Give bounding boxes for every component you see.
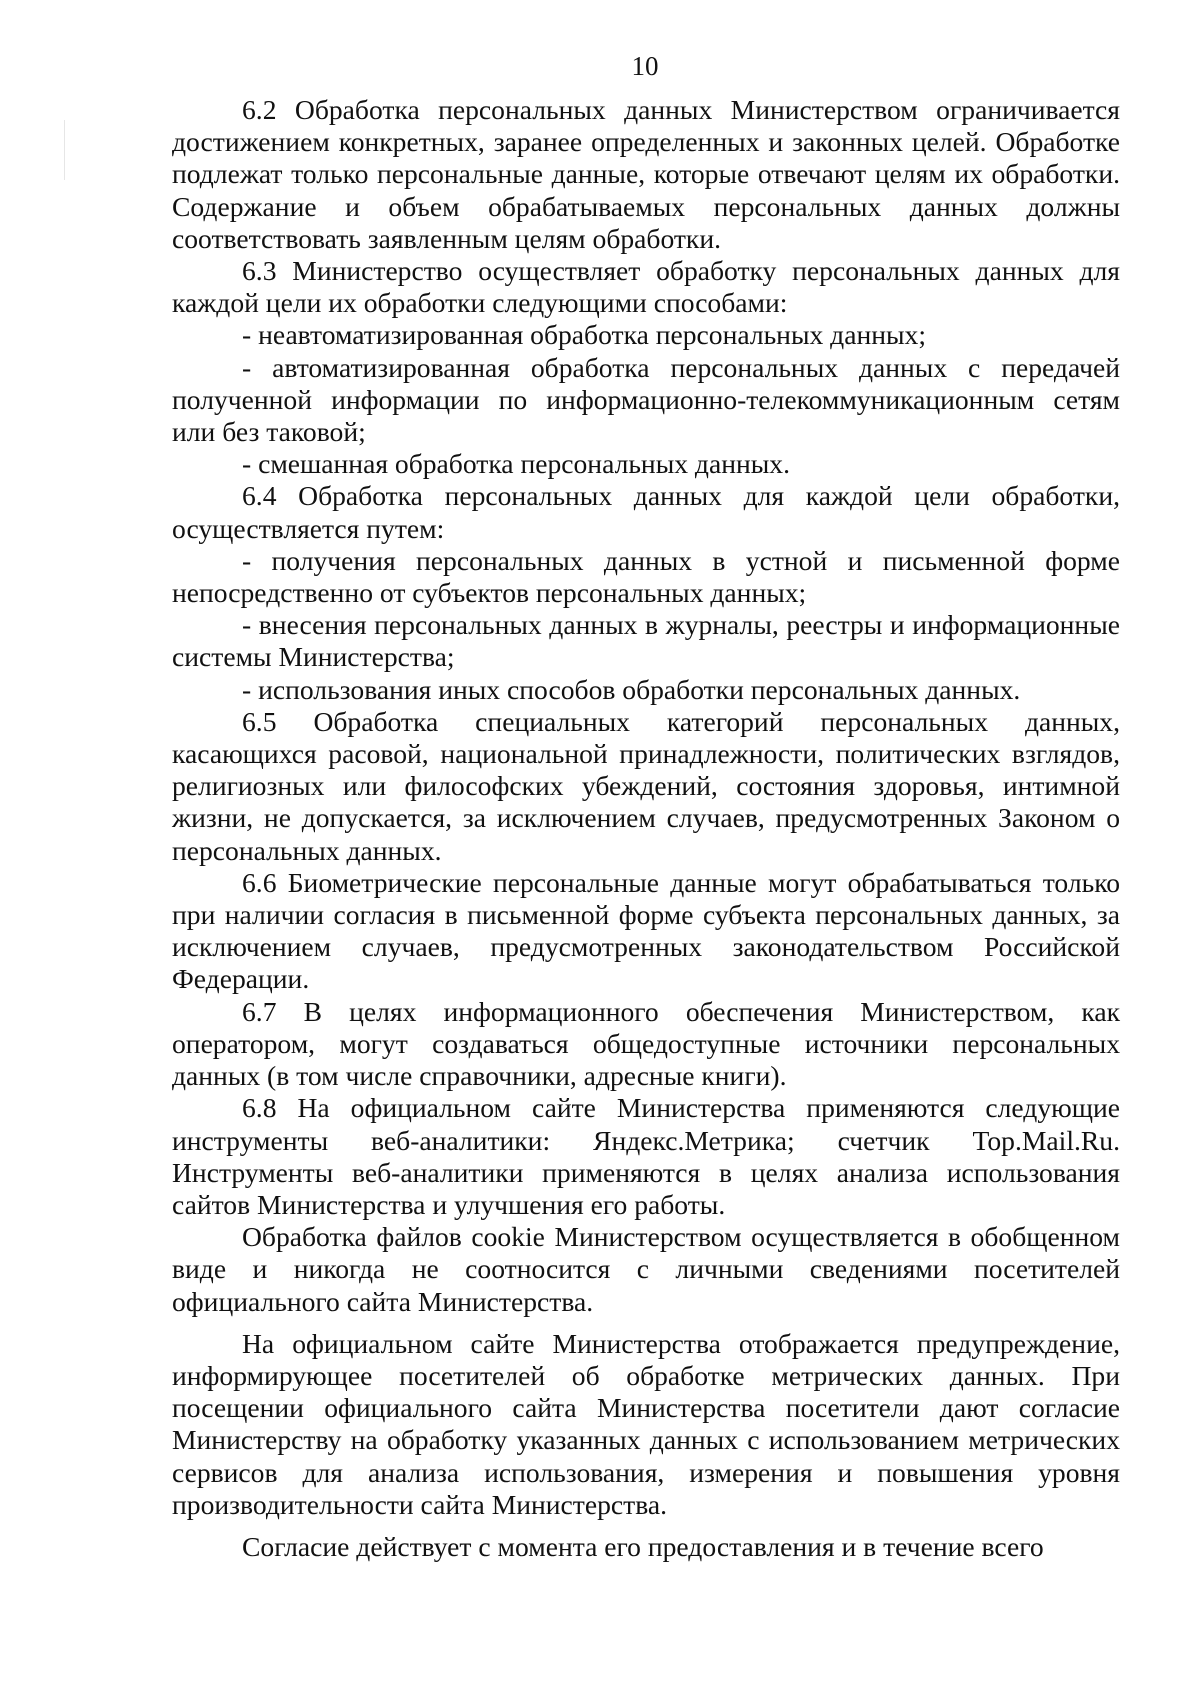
list-item-automated: - автоматизированная обработка персональных данных с передачей полученной информации по информационно-телекоммуникационным сетям или без таковой; (172, 351, 1120, 448)
list-item-entering: - внесения персональных данных в журналы, реестры и информационные системы Министерства; (172, 609, 1120, 673)
paragraph-6-8: 6.8 На официальном сайте Министерства применяются следующие инструменты веб-аналитики: Яндекс.Метрика; счетчик Top.Mail.Ru. Инструменты веб-аналитики применяются в целях анализа использования сайтов Министерства и улучшения его работы. (172, 1092, 1120, 1220)
document-body (172, 94, 1120, 1563)
paragraph-6-7: 6.7 В целях информационного обеспечения Министерством, как оператором, могут создаваться общедоступные источники персональных данных (в том числе справочники, адресные книги). (172, 995, 1120, 1092)
paragraph-6-4: 6.4 Обработка персональных данных для каждой цели обработки, осуществляется путем: (172, 480, 1120, 544)
paragraph-6-5: 6.5 Обработка специальных категорий персональных данных, касающихся расовой, национальной принадлежности, политических взглядов, религиозных или философских убеждений, состояния здоровья, интимной жизни, не допускается, за исключением случаев, предусмотренных Законом о персональных данных. (172, 705, 1120, 866)
paragraph-6-3: 6.3 Министерство осуществляет обработку персональных данных для каждой цели их обработки следующими способами: (172, 255, 1120, 319)
paragraph-6-2: 6.2 Обработка персональных данных Министерством ограничивается достижением конкретных, заранее определенных и законных целей. Обработке подлежат только персональные данные, которые отвечают целям их обработки. Содержание и объем обрабатываемых персональных данных должны соответствовать заявленным целям обработки. (172, 94, 1120, 254)
list-item-non-automated: - неавтоматизированная обработка персональных данных; (242, 319, 927, 351)
scan-artifact (64, 120, 65, 180)
paragraph-6-6: 6.6 Биометрические персональные данные могут обрабатываться только при наличии согласия в письменной форме субъекта персональных данных, за исключением случаев, предусмотренных законодательством Российской Федерации. (172, 866, 1120, 995)
paragraph-cookie: Обработка файлов cookie Министерством осуществляется в обобщенном виде и никогда не соотносится с личными сведениями посетителей официального сайта Министерства. (172, 1221, 1120, 1317)
paragraph-warning: На официальном сайте Министерства отображается предупреждение, информирующее посетителей об обработке метрических данных. При посещении официального сайта Министерства посетители дают согласие Министерству на обработку указанных данных с использованием метрических сервисов для анализа использования, измерения и повышения уровня производительности сайта Министерства. (172, 1327, 1120, 1520)
list-item-obtaining: - получения персональных данных в устной и письменной форме непосредственно от субъектов персональных данных; (172, 544, 1120, 609)
list-item-other-methods: - использования иных способов обработки персональных данных. (242, 673, 1021, 705)
page-number: 10 (631, 51, 659, 81)
paragraph-consent: Согласие действует с момента его предоставления и в течение всего (242, 1530, 1044, 1562)
list-item-mixed: - смешанная обработка персональных данных. (242, 448, 790, 480)
